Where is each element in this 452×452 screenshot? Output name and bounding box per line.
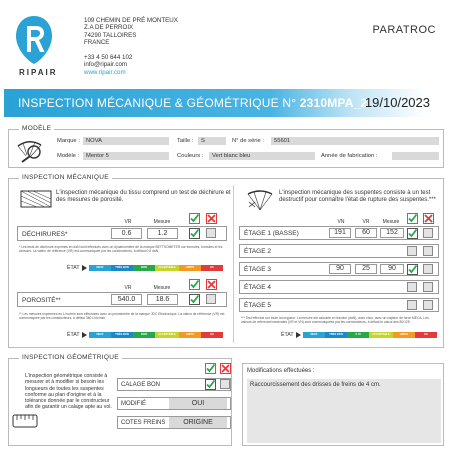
ko-checkbox-icon <box>206 213 217 224</box>
paraglider-magnifier-icon <box>15 137 45 163</box>
line-row-vn: 90 <box>329 264 351 274</box>
calage-ko-checkbox[interactable] <box>220 379 230 389</box>
calage-ok-check-icon[interactable] <box>205 379 216 390</box>
address-line: FRANCE <box>84 39 110 47</box>
state-hs: HS <box>201 332 223 338</box>
col-vn: VN <box>337 219 345 225</box>
column-divider <box>233 185 234 343</box>
model-section <box>8 125 444 168</box>
state-hs: HS <box>201 265 223 271</box>
company-website[interactable]: www.ripair.com <box>84 68 126 76</box>
ko-checkbox-icon <box>206 279 217 290</box>
mechanical-section <box>8 174 444 348</box>
line-row-ok-checkbox[interactable] <box>407 300 417 310</box>
tear-name: DÉCHIRURES* <box>22 231 68 238</box>
line-row-ko-checkbox[interactable] <box>423 246 433 256</box>
state-bon: À 16 <box>347 332 369 338</box>
state-acceptable: ACCEPTABLE <box>369 332 393 338</box>
fabric-tear-icon <box>19 188 53 210</box>
size-value: S <box>198 137 226 145</box>
ok-checkbox-icon <box>189 279 200 290</box>
modifications-text: Raccourcissement des drisses de freins de 4 cm. <box>250 382 381 388</box>
line-row-ko-checkbox[interactable] <box>423 300 433 310</box>
line-row-ok-check-icon[interactable] <box>407 264 418 275</box>
state-label: ÉTAT <box>281 332 294 338</box>
model-section-title: MODÈLE <box>19 125 54 132</box>
porosity-note: ** Les mesures exprimées en L/m²/min sont effectuées avec un porosimètre de la marque JDC Electronique. La valeur de référence (VR) est communiquée par les constructeurs, à défaut 360 L/m²/min. <box>19 312 225 321</box>
state-neuf: NEUF <box>89 265 111 271</box>
porosity-name: POROSITÉ** <box>22 297 61 304</box>
report-number: 2310MPA_2 <box>299 96 368 110</box>
line-row-name: ÉTAGE 1 (BASSE) <box>244 230 299 237</box>
col-vr: VR <box>362 219 370 225</box>
line-row-ko-checkbox[interactable] <box>423 264 433 274</box>
line-row-ko-checkbox[interactable] <box>423 282 433 292</box>
modifications-section <box>242 363 444 446</box>
size-label: Taille : <box>177 138 194 144</box>
arrow-right-icon <box>82 332 87 338</box>
company-address <box>84 17 178 47</box>
company-contact <box>84 54 132 76</box>
state-bon: BON <box>133 265 155 271</box>
geometric-section-title: INSPECTION GÉOMÉTRIQUE <box>19 354 122 361</box>
line-row-name: ÉTAGE 3 <box>244 266 271 273</box>
state-acceptable: ACCEPTABLE <box>155 332 179 338</box>
ok-checkbox-icon <box>205 363 216 374</box>
state-limite: LIMITE <box>179 265 201 271</box>
address-line: Z.A DE PERROIX <box>84 24 134 32</box>
model-label: Modèle : <box>57 153 80 159</box>
porosity-ko-checkbox[interactable] <box>206 294 216 304</box>
line-row-ok-checkbox[interactable] <box>407 282 417 292</box>
col-measure: Mesure <box>382 219 400 225</box>
client-name: PARATROC <box>372 24 436 36</box>
state-neuf: NEUF <box>89 332 111 338</box>
brand-label: Marque : <box>57 138 80 144</box>
porosity-measure: 18.6 <box>147 294 178 305</box>
line-row-vn: 191 <box>329 228 351 238</box>
ok-checkbox-icon <box>407 213 418 224</box>
porosity-vr: 540.0 <box>111 294 142 305</box>
company-email: info@ripair.com <box>84 61 128 69</box>
fabric-intro: L'inspection mécanique du tissu comprend un test de déchirure et des mesures de porosité. <box>56 190 231 203</box>
geo-row-name: CALAGE BON <box>121 382 161 388</box>
state-limite: LIMITE <box>393 332 415 338</box>
line-row-vr: 60 <box>355 228 377 238</box>
geometric-intro: L'inspection géométrique consiste à mesurer et à modifier si besoin les longueurs de toutes les suspentes conforme au plan d'origine et à la tolérance donnée par le constructeur afin de garantir un calage apte au vol. <box>25 373 112 411</box>
tear-ok-check-icon[interactable] <box>189 228 200 239</box>
state-bon: BON <box>133 332 155 338</box>
ok-checkbox-icon <box>189 213 200 224</box>
year-label: Année de fabrication : <box>321 153 378 159</box>
geo-row-value: ORIGINE <box>169 417 227 428</box>
col-vr: VR <box>124 219 132 225</box>
report-title-prefix: INSPECTION MÉCANIQUE & GÉOMÉTRIQUE N° <box>18 96 297 110</box>
state-limite: LIMITE <box>179 332 201 338</box>
colors-label: Couleurs : <box>177 153 204 159</box>
line-row-vr: 25 <box>355 264 377 274</box>
geometric-section <box>8 354 232 446</box>
line-row-ok-checkbox[interactable] <box>407 246 417 256</box>
line-row-ko-checkbox[interactable] <box>423 228 433 238</box>
line-intro: L'inspection mécanique des suspentes consiste à un test destructif pour connaître l'état de rupture des suspentes.*** <box>279 190 436 203</box>
state-neuf: NEUF <box>303 332 325 338</box>
tear-measure: 1.2 <box>147 228 178 239</box>
serial-label: N° de série : <box>232 138 264 144</box>
tear-ko-checkbox[interactable] <box>206 228 216 238</box>
arrow-right-icon <box>296 332 301 338</box>
ko-checkbox-icon <box>220 363 231 374</box>
lines-state-scale <box>281 332 441 338</box>
tear-vr: 0.6 <box>111 228 142 239</box>
modifications-label: Modifications effectuées : <box>247 368 315 374</box>
modifications-box <box>247 379 441 443</box>
state-hs: HS <box>415 332 437 338</box>
lines-note: *** Test effectué sur toute la longueur. La mesure est calculée en traction (daN), avec choc, avec un capteur de force MECA. Les valeurs de référence/nominales (VR et VN) sont communiquées par les constructeurs, à défaut le calcul des 80/125. <box>241 316 429 325</box>
mechanical-section-title: INSPECTION MÉCANIQUE <box>19 174 112 181</box>
porosity-ok-check-icon[interactable] <box>189 294 200 305</box>
ko-checkbox-icon <box>423 213 434 224</box>
line-row-measure: 90 <box>380 264 404 274</box>
serial-value: 55601 <box>271 137 439 145</box>
brand-name: RIPAIR <box>19 68 58 77</box>
address-line: 74290 TALLOIRES <box>84 31 137 39</box>
line-row-name: ÉTAGE 4 <box>244 284 271 291</box>
state-tres-bon: TRÈS BON <box>325 332 347 338</box>
tear-note: * Les tests de déchirure exprimés en daN sont effectués avec un dynamomètre de la marque BETTSOMETER sur formules, formules et les cloisons. La valeur de référence (VR) est communiquée par les constructeurs, à défaut 0,6 daN. <box>19 245 223 254</box>
line-row-name: ÉTAGE 2 <box>244 248 271 255</box>
state-tres-bon: TRÈS BON <box>111 332 133 338</box>
arrow-right-icon <box>82 265 87 271</box>
geo-row-value: OUI <box>169 398 227 409</box>
ripair-logo-icon <box>14 14 54 66</box>
state-label: ÉTAT <box>67 265 80 271</box>
state-label: ÉTAT <box>67 332 80 338</box>
report-title <box>18 96 367 110</box>
state-tres-bon: TRÈS BON <box>111 265 133 271</box>
col-measure: Mesure <box>153 285 171 291</box>
col-measure: Mesure <box>153 219 171 225</box>
geo-row-name: MODIFIÉ <box>121 401 146 407</box>
state-acceptable: ACCEPTABLE <box>155 265 179 271</box>
measure-tape-icon <box>12 413 38 429</box>
report-banner <box>4 89 448 117</box>
year-value <box>392 152 439 160</box>
col-vr: VR <box>124 285 132 291</box>
fabric-state-scale <box>67 265 227 271</box>
report-date: 19/10/2023 <box>364 95 430 110</box>
line-row-measure: 152 <box>380 228 404 238</box>
porosity-state-scale <box>67 332 227 338</box>
colors-value: Vert blanc bleu <box>209 152 315 160</box>
suspension-lines-icon <box>245 188 275 212</box>
brand-value: NOVA <box>83 137 169 145</box>
address-line: 109 CHEMIN DE PRÉ MONTEUX <box>84 17 178 24</box>
geo-row-name: COTES FREINS <box>121 420 166 426</box>
company-phone: +33 4 50 644 102 <box>84 54 133 61</box>
line-row-ok-check-icon[interactable] <box>407 228 418 239</box>
line-row-name: ÉTAGE 5 <box>244 302 271 309</box>
model-value: Mentor 5 <box>83 152 169 160</box>
